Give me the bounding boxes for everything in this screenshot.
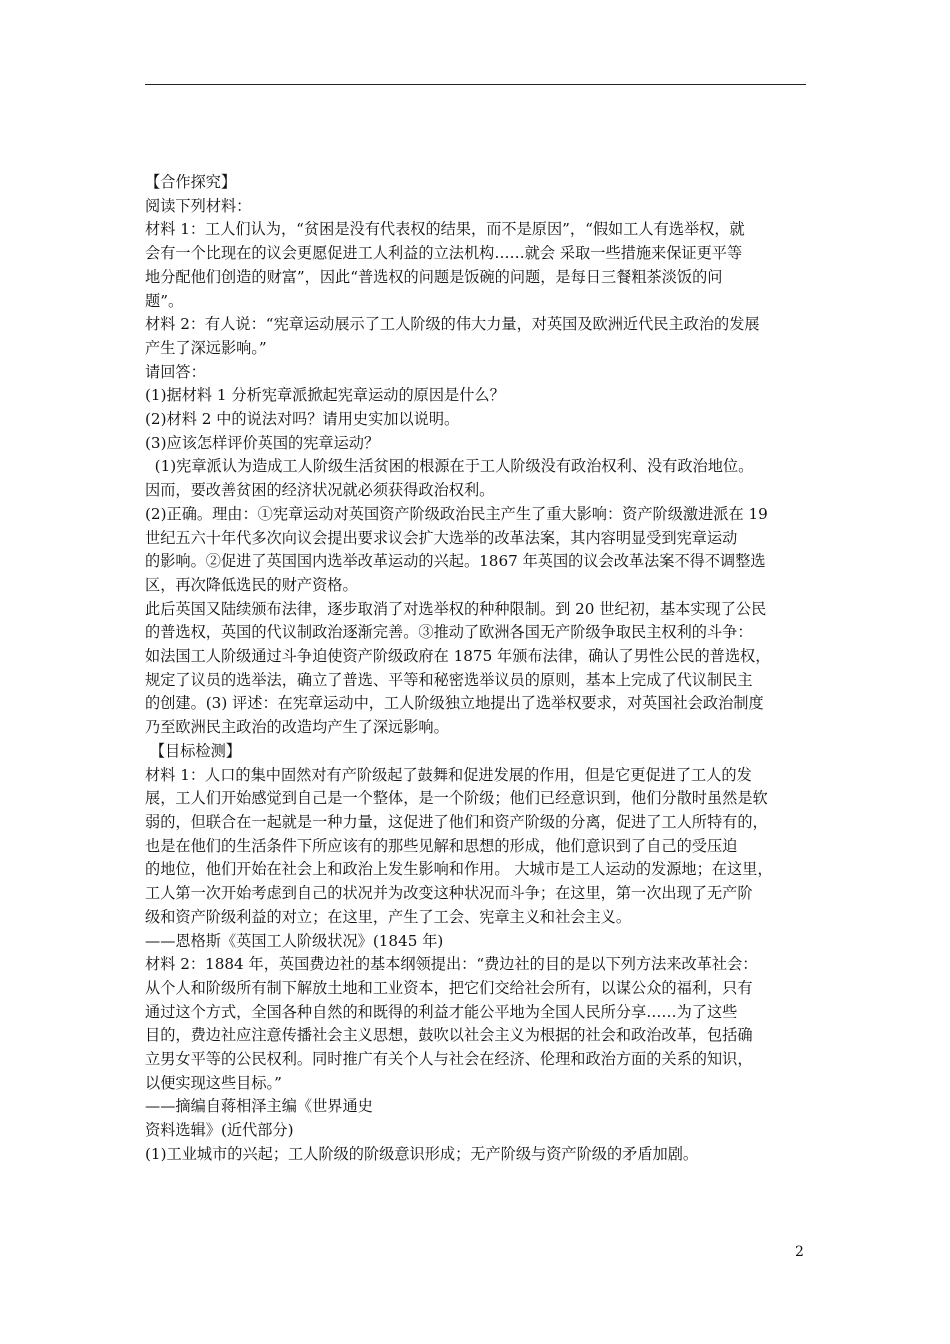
document-body: [145, 171, 810, 1167]
text-line: 规定了议员的选举法，确立了普选、平等和秘密选举议员的原则，基本上完成了代议制民主: [145, 670, 753, 689]
header-rule: [145, 84, 806, 85]
text-line: 阅读下列材料：: [145, 196, 252, 215]
text-line: 请回答：: [145, 362, 206, 381]
text-line: ——摘编自蒋相泽主编《世界通史: [145, 1097, 373, 1116]
text-line: 立男女平等的公民权利。同时推广有关个人与社会在经济、伦理和政治方面的关系的知识，: [145, 1050, 753, 1069]
text-line: 如法国工人阶级通过斗争迫使资产阶级政府在 1875 年颁布法律，确认了男性公民的普选权，: [145, 647, 771, 666]
text-line: 地分配他们创造的财富”，因此“普选权的问题是饭碗的问题，是每日三餐粗茶淡饭的问: [145, 267, 723, 286]
text-line: 工人第一次开始考虑到自己的状况并为改变这种状况而斗争；在这里，第一次出现了无产阶: [145, 884, 753, 903]
text-line: 展，工人们开始感觉到自己是一个整体，是一个阶级；他们已经意识到，他们分散时虽然是软: [145, 789, 768, 808]
text-line: ——恩格斯《英国工人阶级状况》(1845 年): [145, 931, 444, 950]
text-line: 的普选权，英国的代议制政治逐渐完善。③推动了欧洲各国无产阶级争取民主权利的斗争：: [145, 623, 753, 642]
text-line: 世纪五六十年代多次向议会提出要求议会扩大选举的改革法案，其内容明显受到宪章运动: [145, 528, 738, 547]
text-line: 【合作探究】: [145, 173, 237, 191]
text-line: 通过这个方式，全国各种自然的和既得的利益才能公平地为全国人民所分享……为了这些: [145, 1002, 738, 1021]
text-line: 材料 2：1884 年，英国费边社的基本纲领提出：“费边社的目的是以下列方法来改革社会：: [145, 955, 758, 974]
text-line: (1)据材料 1 分析宪章派掀起宪章运动的原因是什么？: [145, 386, 505, 405]
text-line: (2)正确。理由：①宪章运动对英国资产阶级政治民主产生了重大影响：资产阶级激进派在 19: [145, 504, 768, 523]
text-line: 【目标检测】: [145, 741, 241, 760]
text-line: 材料 2：有人说：“宪章运动展示了工人阶级的伟大力量，对英国及欧洲近代民主政治的发展: [145, 315, 760, 334]
text-line: 资料选辑》(近代部分): [145, 1121, 294, 1140]
page-number: 2: [795, 1244, 804, 1260]
text-line: 此后英国又陆续颁布法律，逐步取消了对选举权的种种限制。到 20 世纪初，基本实现了公民: [145, 599, 767, 618]
text-line: (1)工业城市的兴起；工人阶级的阶级意识形成；无产阶级与资产阶级的矛盾加剧。: [145, 1144, 699, 1163]
text-line: 材料 1：人口的集中固然对有产阶级起了鼓舞和促进发展的作用，但是它更促进了工人的发: [145, 765, 752, 784]
text-line: 的地位，他们开始在社会上和政治上发生影响和作用。 大城市是工人运动的发源地；在这里，: [145, 860, 773, 879]
text-line: 的影响。②促进了英国国内选举改革运动的兴起。1867 年英国的议会改革法案不得不调整选: [145, 552, 766, 571]
text-line: 从个人和阶级所有制下解放土地和工业资本，把它们交给社会所有，以谋公众的福利，只有: [145, 978, 753, 997]
text-line: 的创建。(3) 评述：在宪章运动中，工人阶级独立地提出了选举权要求，对英国社会政治制度: [145, 694, 764, 713]
text-line: 材料 1：工人们认为，“贫困是没有代表权的结果，而不是原因”，“假如工人有选举权，就: [145, 220, 745, 239]
text-line: 目的，费边社应注意传播社会主义思想，鼓吹以社会主义为根据的社会和政治改革，包括确: [145, 1026, 753, 1045]
text-line: 以便实现这些目标。”: [145, 1073, 282, 1092]
text-line: (3)应该怎样评价英国的宪章运动？: [145, 433, 380, 452]
text-line: 会有一个比现在的议会更愿促进工人利益的立法机构……就会 采取一些措施来保证更平等: [145, 244, 743, 263]
text-line: 题”。: [145, 291, 184, 310]
text-line: 产生了深远影响。”: [145, 338, 267, 357]
text-line: (2)材料 2 中的说法对吗？请用史实加以说明。: [145, 410, 460, 429]
text-line: 因而，要改善贫困的经济状况就必须获得政治权利。: [145, 481, 495, 500]
text-line: 级和资产阶级利益的对立；在这里，产生了工会、宪章主义和社会主义。: [145, 907, 631, 926]
text-line: (1)宪章派认为造成工人阶级生活贫困的根源在于工人阶级没有政治权利、没有政治地位。: [145, 457, 754, 476]
text-line: 区，再次降低选民的财产资格。: [145, 575, 358, 594]
text-line: 也是在他们的生活条件下所应该有的那些见解和思想的形成，他们意识到了自己的受压迫: [145, 836, 738, 855]
text-line: 乃至欧洲民主政治的改造均产生了深远影响。: [145, 718, 449, 737]
text-line: 弱的，但联合在一起就是一种力量，这促进了他们和资产阶级的分离，促进了工人所特有的，: [145, 812, 768, 831]
